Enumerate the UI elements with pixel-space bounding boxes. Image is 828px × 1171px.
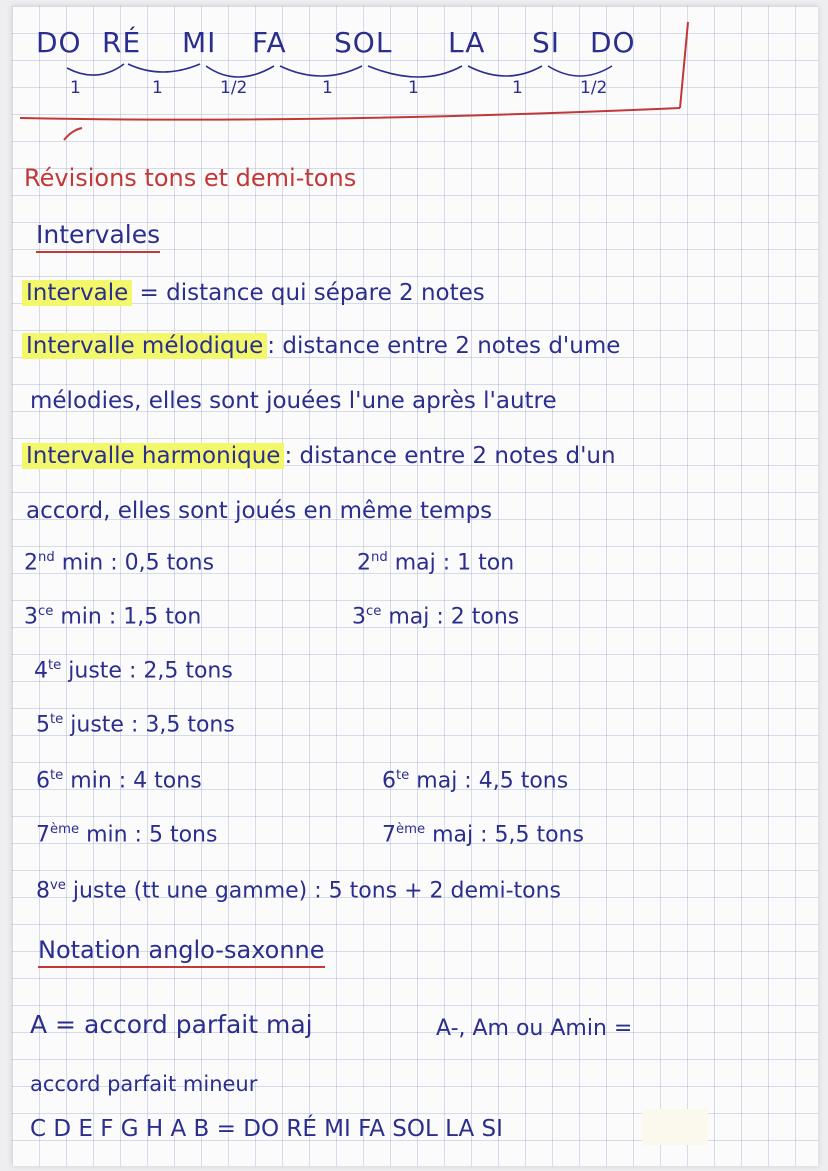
interval-row: $8^{ve}$ juste (tt une gamme) : 5 tons + 2 demi-tons	[36, 878, 562, 904]
notation-line: A-, Am ou Amin =	[436, 1016, 633, 1041]
scale-note: FA	[252, 26, 287, 59]
interval-row: 7ème min : 5 tons	[36, 822, 218, 848]
step-label: 1	[408, 78, 419, 98]
page-title: Révisions tons et demi-tons	[24, 164, 357, 192]
scale-note: MI	[182, 26, 217, 59]
notation-line: accord parfait mineur	[30, 1072, 258, 1096]
definition-row: Intervalle mélodique : distance entre 2 notes d'ume	[22, 333, 620, 359]
definition-text: distance entre 2 notes d'un	[299, 443, 616, 469]
scale-note: DO	[590, 26, 636, 59]
step-label: 1	[322, 78, 333, 98]
section-heading-intervalles: Intervales	[36, 220, 160, 249]
interval-row: $3^{ce}$ maj : 2 tons	[352, 604, 520, 630]
step-label: 1	[512, 78, 523, 98]
blank-patch	[642, 1109, 708, 1145]
interval-row: $6^{te}$ maj : 4,5 tons	[382, 768, 569, 794]
definition-text-cont: accord, elles sont joués en même temps	[26, 498, 493, 524]
definition-text-cont: mélodies, elles sont jouées l'une après l'autre	[30, 388, 557, 414]
scale-note: LA	[448, 26, 486, 59]
step-label: 1/2	[220, 78, 248, 98]
interval-row: $5^{te}$ juste : 3,5 tons	[36, 712, 235, 738]
definition-text: distance entre 2 notes d'ume	[282, 333, 621, 359]
step-label: 1	[152, 78, 163, 98]
scale-note: DO	[36, 26, 82, 59]
interval-row: $3^{ce}$ min : 1,5 ton	[24, 604, 202, 630]
interval-row: 2nd min : 0,5 tons	[24, 550, 215, 576]
definition-term: Intervalle mélodique	[22, 333, 267, 359]
definition-text: distance qui sépare 2 notes	[166, 280, 485, 306]
scale-note: SOL	[334, 26, 393, 59]
definition-term: Intervale	[22, 280, 132, 306]
notation-line: A = accord parfait maj	[30, 1010, 313, 1039]
interval-row: 2nd maj : 1 ton	[357, 550, 515, 576]
scale-note: RÉ	[102, 26, 142, 59]
step-label: 1/2	[580, 78, 608, 98]
definition-row: Intervalle harmonique : distance entre 2 notes d'un	[22, 443, 616, 469]
definition-term: Intervalle harmonique	[22, 443, 284, 469]
interval-row: $4^{te}$ juste : 2,5 tons	[34, 658, 233, 684]
section-heading-notation: Notation anglo-saxonne	[38, 936, 325, 964]
notebook-page	[12, 6, 818, 1166]
definition-row: Intervale = distance qui sépare 2 notes	[22, 280, 485, 306]
interval-row: 7ème maj : 5,5 tons	[382, 822, 584, 848]
step-label: 1	[70, 78, 81, 98]
scale-note: SI	[532, 26, 561, 59]
interval-row: $6^{te}$ min : 4 tons	[36, 768, 202, 794]
notation-line: C D E F G H A B = DO RÉ MI FA SOL LA SI	[30, 1116, 503, 1142]
